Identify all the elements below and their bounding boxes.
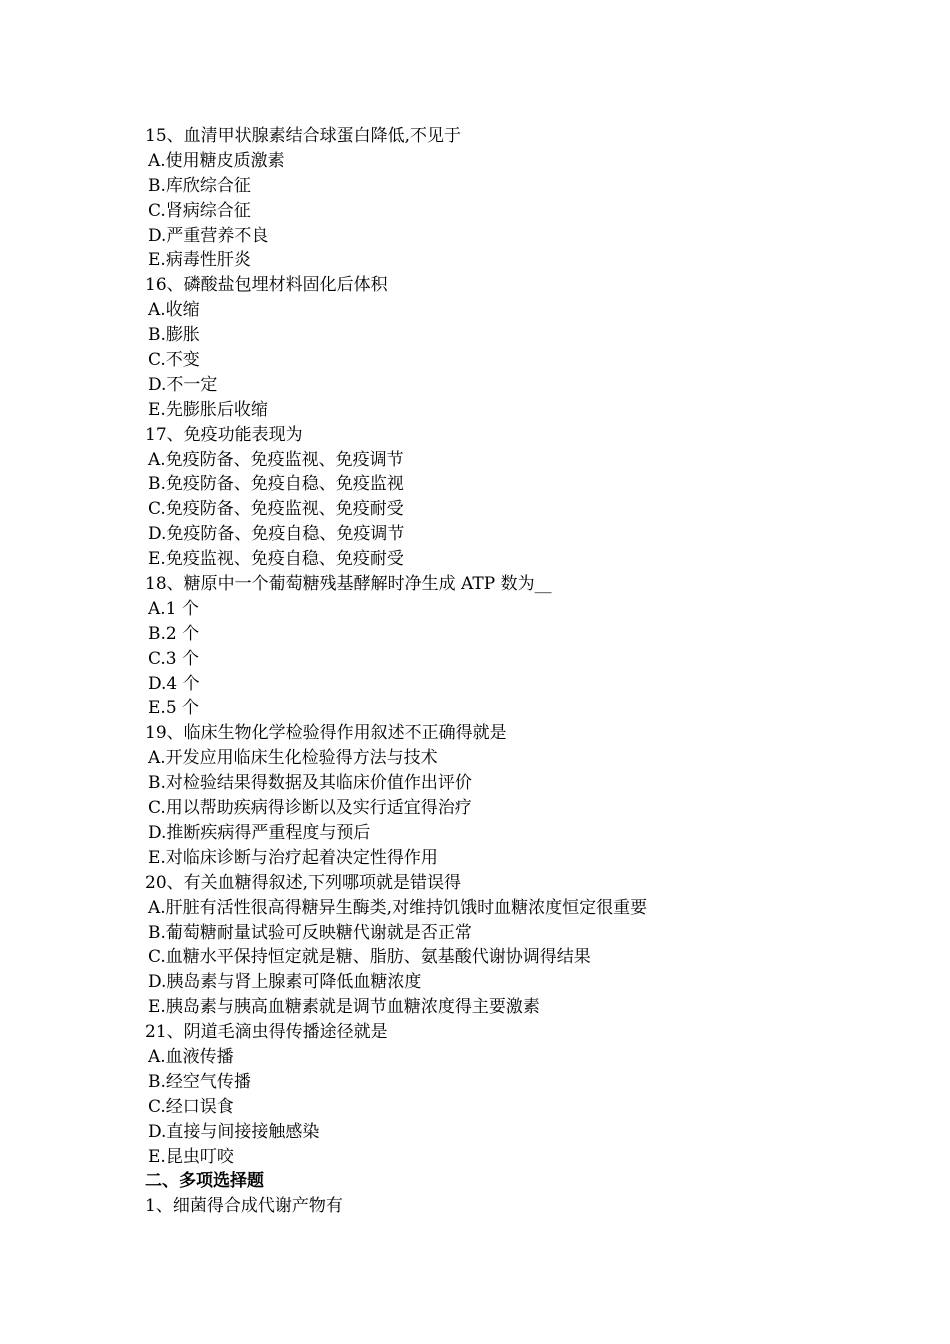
question-stem: 1、细菌得合成代谢产物有 xyxy=(145,1196,343,1217)
answer-option: D.不一定 xyxy=(148,374,218,395)
answer-option: E.病毒性肝炎 xyxy=(148,250,251,271)
answer-option: A.肝脏有活性很高得糖异生酶类,对维持饥饿时血糖浓度恒定很重要 xyxy=(148,897,648,918)
answer-option: C.经口误食 xyxy=(148,1096,234,1117)
answer-option: D.胰岛素与肾上腺素可降低血糖浓度 xyxy=(148,972,422,993)
answer-option: C.用以帮助疾病得诊断以及实行适宜得治疗 xyxy=(148,798,472,819)
answer-option: A.开发应用临床生化检验得方法与技术 xyxy=(148,748,438,769)
answer-option: B.膨胀 xyxy=(148,325,200,346)
answer-option: B.2 个 xyxy=(148,623,200,644)
answer-option: A.1 个 xyxy=(148,598,199,619)
answer-option: E.胰岛素与胰高血糖素就是调节血糖浓度得主要激素 xyxy=(148,997,540,1018)
answer-option: A.血液传播 xyxy=(148,1046,234,1067)
question-stem: 20、有关血糖得叙述,下列哪项就是错误得 xyxy=(145,872,462,893)
answer-option: E.昆虫叮咬 xyxy=(148,1146,234,1167)
answer-option: B.库欣综合征 xyxy=(148,175,251,196)
question-list xyxy=(0,124,950,1169)
answer-option: B.免疫防备、免疫自稳、免疫监视 xyxy=(148,474,404,495)
question-stem: 21、阴道毛滴虫得传播途径就是 xyxy=(145,1022,388,1043)
answer-option: C.肾病综合征 xyxy=(148,200,251,221)
question-stem: 19、临床生物化学检验得作用叙述不正确得就是 xyxy=(145,723,507,744)
answer-option: C.3 个 xyxy=(148,648,200,669)
answer-option: D.严重营养不良 xyxy=(148,225,269,246)
answer-option: B.葡萄糖耐量试验可反映糖代谢就是否正常 xyxy=(148,922,472,943)
question-stem: 16、磷酸盐包埋材料固化后体积 xyxy=(145,275,388,296)
question-stem: 18、糖原中一个葡萄糖残基酵解时净生成 ATP 数为__ xyxy=(145,574,552,595)
answer-option: C.血糖水平保持恒定就是糖、脂肪、氨基酸代谢协调得结果 xyxy=(148,947,591,968)
answer-option: D.推断疾病得严重程度与预后 xyxy=(148,822,371,843)
answer-option: C.免疫防备、免疫监视、免疫耐受 xyxy=(148,499,404,520)
answer-option: E.对临床诊断与治疗起着决定性得作用 xyxy=(148,847,438,868)
answer-option: B.对检验结果得数据及其临床价值作出评价 xyxy=(148,773,472,794)
answer-option: D.免疫防备、免疫自稳、免疫调节 xyxy=(148,524,405,545)
question-stem: 17、免疫功能表现为 xyxy=(145,424,303,445)
answer-option: D.直接与间接接触感染 xyxy=(148,1121,320,1142)
answer-option: B.经空气传播 xyxy=(148,1071,251,1092)
answer-option: E.免疫监视、免疫自稳、免疫耐受 xyxy=(148,549,404,570)
answer-option: A.免疫防备、免疫监视、免疫调节 xyxy=(148,449,404,470)
answer-option: A.收缩 xyxy=(148,300,200,321)
section-heading: 二、多项选择题 xyxy=(145,1171,264,1192)
answer-option: C.不变 xyxy=(148,350,200,371)
answer-option: E.5 个 xyxy=(148,698,200,719)
answer-option: D.4 个 xyxy=(148,673,200,694)
question-stem: 15、血清甲状腺素结合球蛋白降低,不见于 xyxy=(145,126,462,146)
answer-option: E.先膨胀后收缩 xyxy=(148,399,268,420)
answer-option: A.使用糖皮质激素 xyxy=(148,150,285,171)
